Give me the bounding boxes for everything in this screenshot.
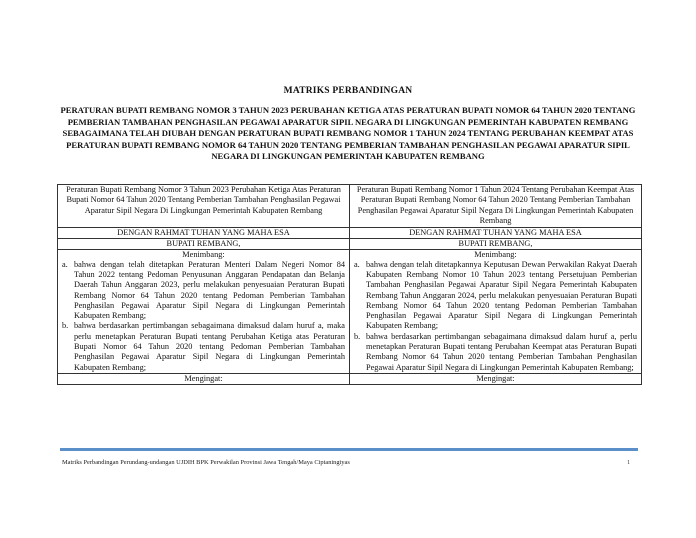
right-column-header: Peraturan Bupati Rembang Nomor 1 Tahun 2024 Tentang Perubahan Keempat Atas Peraturan Bupati Rembang Nomor 64 Tahun 2020 Tentang Pemberian Tambahan Penghasilan Pegawai Aparatur Sipil Negara Di Lingkungan Pemerintah Kabupaten Rembang xyxy=(350,185,642,228)
right-item-b-text: bahwa berdasarkan pertimbangan sebagaimana dimaksud dalam huruf a, perlu menetapkan Peraturan Bupati tentang Perubahan Keempat atas Peraturan Bupati Rembang Nomor 64 Tahun 2020 tentang Pemberian Tambahan Penghasilan Pegawai Aparatur Sipil Negara di Lingkungan Pemerintah Kabupaten Rembang; xyxy=(366,331,637,372)
page-number: 1 xyxy=(627,459,631,466)
left-opening: DENGAN RAHMAT TUHAN YANG MAHA ESA xyxy=(58,227,350,238)
document-subtitle: PERATURAN BUPATI REMBANG NOMOR 3 TAHUN 2023 PERUBAHAN KETIGA ATAS PERATURAN BUPATI NOMOR 64 TAHUN 2020 TENTANG PEMBERIAN TAMBAHAN PENGHASILAN PEGAWAI APARATUR SIPIL NEGARA DI LINGKUNGAN PEMERINTAH KABUPATEN REMBANG SEBAGAIMANA TELAH DIUBAH DENGAN PERATURAN BUPATI REMBANG NOMOR 1 TAHUN 2024 TENTANG PERUBAHAN KEEMPAT ATAS PERATURAN BUPATI REMBANG NOMOR 64 TAHUN 2020 TENTANG PEMBERIAN TAMBAHAN PENGHASILAN PEGAWAI APARATUR SIPIL NEGARA DI LINGKUNGAN PEMERINTAH KABUPATEN REMBANG xyxy=(60,105,636,162)
opening-row xyxy=(58,227,642,238)
left-regent: BUPATI REMBANG, xyxy=(58,238,350,249)
right-item-b xyxy=(354,332,637,373)
right-item-a-label: a. xyxy=(354,259,360,269)
left-item-b-label: b. xyxy=(62,321,69,331)
considering-row xyxy=(58,249,642,373)
left-recalling: Mengingat: xyxy=(58,373,350,384)
left-column-header: Peraturan Bupati Rembang Nomor 3 Tahun 2023 Perubahan Ketiga Atas Peraturan Bupati Nomor 64 Tahun 2020 Tentang Pemberian Tambahan Penghasilan Pegawai Aparatur Sipil Negara Di Lingkungan Pemerintah Kabupaten Rembang xyxy=(58,185,350,228)
left-item-a xyxy=(62,260,345,322)
left-considering-heading: Menimbang: xyxy=(182,249,225,259)
left-item-a-text: bahwa dengan telah ditetapkan Peraturan Menteri Dalam Negeri Nomor 84 Tahun 2022 tentang Pedoman Penyusunan Anggaran Pendapatan dan Belanja Daerah Tahun Anggaran 2023, perlu melakukan penyesuaian Peraturan Bupati Rembang Nomor 64 Tahun 2020 tentang Pedoman Pemberian Tambahan Penghasilan Pegawai Aparatur Sipil Negara di Lingkungan Pemerintah Kabupaten Rembang; xyxy=(74,259,345,321)
right-item-a-text: bahwa dengan telah ditetapkannya Keputusan Dewan Perwakilan Rakyat Daerah Kabupaten Rembang Nomor 10 Tahun 2023 tentang Persetujuan Pemberian Tambahan Penghasilan Pegawai Aparatur Sipil Negara Pemerintah Kabupaten Rembang Tahun Anggaran 2024, perlu melakukan penyesuaian Peraturan Bupati Rembang Nomor 64 Tahun 2020 tentang Pedoman Pemberian Tambahan Penghasilan Pegawai Aparatur Sipil Negara di Lingkungan Pemerintah Kabupaten Rembang; xyxy=(366,259,637,331)
table-header-row xyxy=(58,185,642,228)
regent-row xyxy=(58,238,642,249)
left-considering-cell xyxy=(58,249,350,373)
document-title: MATRIKS PERBANDINGAN xyxy=(283,86,413,96)
right-considering-heading: Menimbang: xyxy=(474,249,517,259)
right-opening: DENGAN RAHMAT TUHAN YANG MAHA ESA xyxy=(350,227,642,238)
right-item-a xyxy=(354,260,637,332)
comparison-table xyxy=(57,184,642,385)
right-recalling: Mengingat: xyxy=(350,373,642,384)
right-considering-cell xyxy=(350,249,642,373)
recalling-row xyxy=(58,373,642,384)
left-item-a-label: a. xyxy=(62,259,68,269)
left-item-b-text: bahwa berdasarkan pertimbangan sebagaimana dimaksud dalam huruf a, maka perlu menetapkan Peraturan Bupati tentang Perubahan Ketiga atas Peraturan Bupati Nomor 64 Tahun 2020 tentang Pedoman Pemberian Tambahan Penghasilan Pegawai Aparatur Sipil Negara di Lingkungan Pemerintah Kabupaten Rembang; xyxy=(74,321,345,372)
right-item-b-label: b. xyxy=(354,331,361,341)
left-item-b xyxy=(62,321,345,372)
right-regent: BUPATI REMBANG, xyxy=(350,238,642,249)
footer-divider xyxy=(60,448,638,451)
footer-text: Matriks Perbandingan Perundang-undangan UJDIH BPK Perwakilan Provinsi Jawa Tengah/Maya Ciptaningtyas xyxy=(62,459,350,466)
